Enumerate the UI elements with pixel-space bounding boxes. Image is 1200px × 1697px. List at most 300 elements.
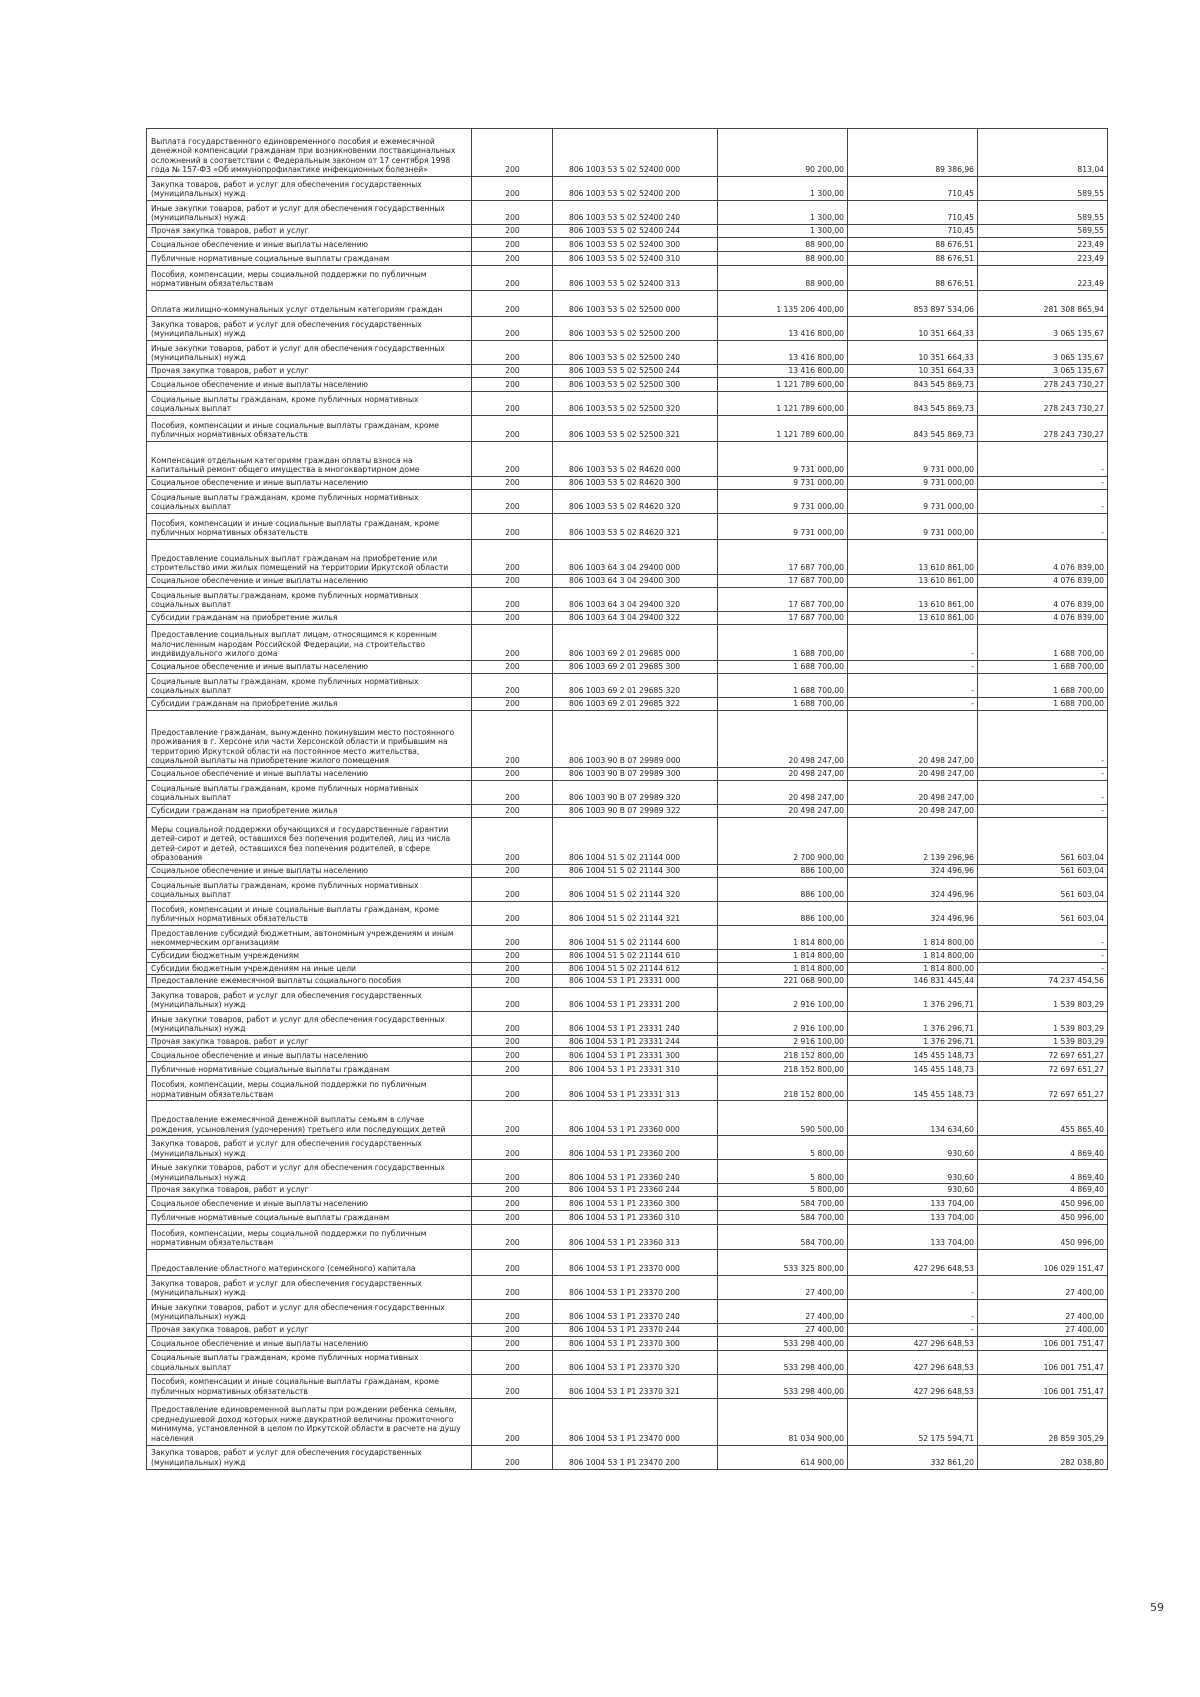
row-code-cell: 200 — [472, 514, 553, 540]
row-executed-cell: 20 498 247,00 — [848, 805, 978, 818]
row-unexecuted-cell: 450 996,00 — [978, 1196, 1108, 1210]
row-executed-cell: 10 351 664,33 — [848, 341, 978, 365]
row-approved-cell: 1 688 700,00 — [718, 698, 848, 711]
row-name-cell: Закупка товаров, работ и услуг для обеспечения государственных (муниципальных) нужд — [147, 317, 472, 341]
row-code-cell: 200 — [472, 225, 553, 238]
row-kbk-cell: 806 1004 53 1 P1 23370 300 — [553, 1336, 718, 1350]
row-kbk-cell: 806 1003 64 3 04 29400 322 — [553, 612, 718, 625]
row-executed-cell: 710,45 — [848, 201, 978, 225]
row-unexecuted-cell: 4 076 839,00 — [978, 612, 1108, 625]
row-executed-cell: 145 455 148,73 — [848, 1076, 978, 1101]
table-row — [147, 1160, 1108, 1184]
row-name-cell: Закупка товаров, работ и услуг для обеспечения государственных (муниципальных) нужд — [147, 1275, 472, 1299]
table-row — [147, 238, 1108, 252]
row-unexecuted-cell: 72 697 651,27 — [978, 1062, 1108, 1076]
row-name-cell: Субсидии гражданам на приобретение жилья — [147, 698, 472, 711]
table-row — [147, 1035, 1108, 1048]
row-kbk-cell: 806 1004 51 5 02 21144 300 — [553, 865, 718, 878]
table-row — [147, 540, 1108, 575]
row-approved-cell: 1 814 800,00 — [718, 962, 848, 975]
row-unexecuted-cell: 106 029 151,47 — [978, 1249, 1108, 1275]
row-unexecuted-cell: 27 400,00 — [978, 1323, 1108, 1336]
table-row — [147, 625, 1108, 661]
table-row — [147, 588, 1108, 612]
row-approved-cell: 221 068 900,00 — [718, 975, 848, 988]
table-row — [147, 266, 1108, 291]
row-executed-cell: 930,60 — [848, 1184, 978, 1197]
row-approved-cell: 27 400,00 — [718, 1275, 848, 1299]
row-code-cell: 200 — [472, 1398, 553, 1445]
table-row — [147, 878, 1108, 902]
row-name-cell: Предоставление единовременной выплаты при рождении ребенка семьям, среднедушевой доход которых ниже двукратной величины прожиточного минимума, установленной в целом по Иркутской области в расчете на душу населения — [147, 1398, 472, 1445]
row-kbk-cell: 806 1004 53 1 P1 23360 000 — [553, 1101, 718, 1136]
row-approved-cell: 5 800,00 — [718, 1136, 848, 1160]
row-kbk-cell: 806 1004 53 1 P1 23360 244 — [553, 1184, 718, 1197]
row-kbk-cell: 806 1003 53 5 02 52500 300 — [553, 378, 718, 392]
row-unexecuted-cell: 27 400,00 — [978, 1299, 1108, 1323]
row-executed-cell: 1 376 296,71 — [848, 987, 978, 1011]
table-row — [147, 661, 1108, 674]
row-approved-cell: 1 814 800,00 — [718, 926, 848, 950]
row-kbk-cell: 806 1004 53 1 P1 23370 200 — [553, 1275, 718, 1299]
row-executed-cell: 843 545 869,73 — [848, 392, 978, 416]
row-executed-cell: 332 861,20 — [848, 1445, 978, 1469]
row-executed-cell: 52 175 594,71 — [848, 1398, 978, 1445]
row-unexecuted-cell: 561 603,04 — [978, 818, 1108, 865]
row-executed-cell: 9 731 000,00 — [848, 442, 978, 477]
row-unexecuted-cell: - — [978, 514, 1108, 540]
row-code-cell: 200 — [472, 865, 553, 878]
row-approved-cell: 614 900,00 — [718, 1445, 848, 1469]
row-kbk-cell: 806 1003 90 В 07 29989 300 — [553, 768, 718, 781]
table-row — [147, 805, 1108, 818]
row-code-cell: 200 — [472, 1336, 553, 1350]
row-kbk-cell: 806 1003 53 5 02 52500 240 — [553, 341, 718, 365]
table-row — [147, 768, 1108, 781]
row-approved-cell: 886 100,00 — [718, 878, 848, 902]
row-executed-cell: 427 296 648,53 — [848, 1249, 978, 1275]
row-approved-cell: 13 416 800,00 — [718, 317, 848, 341]
row-kbk-cell: 806 1003 69 2 01 29685 320 — [553, 674, 718, 698]
table-row — [147, 1101, 1108, 1136]
row-approved-cell: 17 687 700,00 — [718, 540, 848, 575]
row-kbk-cell: 806 1004 53 1 P1 23331 240 — [553, 1011, 718, 1035]
row-name-cell: Социальное обеспечение и иные выплаты населению — [147, 768, 472, 781]
row-name-cell: Публичные нормативные социальные выплаты гражданам — [147, 252, 472, 266]
row-unexecuted-cell: - — [978, 781, 1108, 805]
row-code-cell: 200 — [472, 950, 553, 963]
row-name-cell: Предоставление субсидий бюджетным, автономным учреждениям и иным некоммерческим организациям — [147, 926, 472, 950]
row-unexecuted-cell: 1 539 803,29 — [978, 987, 1108, 1011]
row-executed-cell: 324 496,96 — [848, 865, 978, 878]
row-approved-cell: 1 135 206 400,00 — [718, 291, 848, 317]
row-code-cell: 200 — [472, 1184, 553, 1197]
row-executed-cell: 427 296 648,53 — [848, 1350, 978, 1374]
row-unexecuted-cell: 4 076 839,00 — [978, 540, 1108, 575]
table-row — [147, 378, 1108, 392]
row-executed-cell: 843 545 869,73 — [848, 378, 978, 392]
table-row — [147, 1184, 1108, 1197]
row-name-cell: Иные закупки товаров, работ и услуг для обеспечения государственных (муниципальных) нужд — [147, 1160, 472, 1184]
row-code-cell: 200 — [472, 1011, 553, 1035]
row-approved-cell: 13 416 800,00 — [718, 341, 848, 365]
table-row — [147, 1323, 1108, 1336]
row-approved-cell: 20 498 247,00 — [718, 805, 848, 818]
row-approved-cell: 218 152 800,00 — [718, 1076, 848, 1101]
row-code-cell: 200 — [472, 238, 553, 252]
row-kbk-cell: 806 1004 51 5 02 21144 612 — [553, 962, 718, 975]
row-executed-cell: 88 676,51 — [848, 252, 978, 266]
row-approved-cell: 584 700,00 — [718, 1210, 848, 1224]
row-name-cell: Публичные нормативные социальные выплаты гражданам — [147, 1062, 472, 1076]
row-name-cell: Субсидии гражданам на приобретение жилья — [147, 805, 472, 818]
row-name-cell: Закупка товаров, работ и услуг для обеспечения государственных (муниципальных) нужд — [147, 1445, 472, 1469]
table-row — [147, 416, 1108, 442]
table-row — [147, 1224, 1108, 1249]
row-approved-cell: 13 416 800,00 — [718, 365, 848, 378]
table-row — [147, 1048, 1108, 1062]
row-kbk-cell: 806 1004 53 1 P1 23370 240 — [553, 1299, 718, 1323]
row-unexecuted-cell: - — [978, 442, 1108, 477]
row-kbk-cell: 806 1004 53 1 P1 23360 240 — [553, 1160, 718, 1184]
row-kbk-cell: 806 1003 53 5 02 52400 240 — [553, 201, 718, 225]
row-kbk-cell: 806 1004 53 1 P1 23360 200 — [553, 1136, 718, 1160]
row-code-cell: 200 — [472, 987, 553, 1011]
row-approved-cell: 20 498 247,00 — [718, 781, 848, 805]
table-row — [147, 987, 1108, 1011]
table-row — [147, 1350, 1108, 1374]
row-name-cell: Закупка товаров, работ и услуг для обеспечения государственных (муниципальных) нужд — [147, 987, 472, 1011]
row-name-cell: Прочая закупка товаров, работ и услуг — [147, 1035, 472, 1048]
table-row — [147, 291, 1108, 317]
row-code-cell: 200 — [472, 711, 553, 768]
row-approved-cell: 2 916 100,00 — [718, 987, 848, 1011]
row-approved-cell: 1 688 700,00 — [718, 625, 848, 661]
row-executed-cell: 9 731 000,00 — [848, 490, 978, 514]
row-name-cell: Социальное обеспечение и иные выплаты населению — [147, 575, 472, 588]
row-code-cell: 200 — [472, 317, 553, 341]
row-kbk-cell: 806 1003 53 5 02 52500 320 — [553, 392, 718, 416]
row-kbk-cell: 806 1003 53 5 02 52500 000 — [553, 291, 718, 317]
row-kbk-cell: 806 1003 53 5 02 R4620 300 — [553, 477, 718, 490]
row-name-cell: Публичные нормативные социальные выплаты гражданам — [147, 1210, 472, 1224]
row-kbk-cell: 806 1003 53 5 02 52500 244 — [553, 365, 718, 378]
row-executed-cell: 134 634,60 — [848, 1101, 978, 1136]
row-kbk-cell: 806 1004 53 1 P1 23470 000 — [553, 1398, 718, 1445]
table-row — [147, 1076, 1108, 1101]
row-executed-cell: - — [848, 674, 978, 698]
table-row — [147, 201, 1108, 225]
row-executed-cell: 843 545 869,73 — [848, 416, 978, 442]
row-approved-cell: 2 700 900,00 — [718, 818, 848, 865]
row-kbk-cell: 806 1004 53 1 P1 23331 313 — [553, 1076, 718, 1101]
row-approved-cell: 2 916 100,00 — [718, 1011, 848, 1035]
row-executed-cell: 20 498 247,00 — [848, 781, 978, 805]
row-code-cell: 200 — [472, 1062, 553, 1076]
row-name-cell: Социальное обеспечение и иные выплаты населению — [147, 238, 472, 252]
row-unexecuted-cell: 589,55 — [978, 177, 1108, 201]
row-name-cell: Иные закупки товаров, работ и услуг для обеспечения государственных (муниципальных) нужд — [147, 341, 472, 365]
row-unexecuted-cell: - — [978, 477, 1108, 490]
row-code-cell: 200 — [472, 625, 553, 661]
row-kbk-cell: 806 1003 53 5 02 R4620 320 — [553, 490, 718, 514]
table-row — [147, 317, 1108, 341]
table-row — [147, 674, 1108, 698]
table-row — [147, 177, 1108, 201]
row-unexecuted-cell: 106 001 751,47 — [978, 1350, 1108, 1374]
row-code-cell: 200 — [472, 1136, 553, 1160]
row-unexecuted-cell: 1 688 700,00 — [978, 674, 1108, 698]
row-code-cell: 200 — [472, 416, 553, 442]
row-code-cell: 200 — [472, 477, 553, 490]
row-kbk-cell: 806 1004 53 1 P1 23370 320 — [553, 1350, 718, 1374]
row-executed-cell: 20 498 247,00 — [848, 768, 978, 781]
row-unexecuted-cell: 1 688 700,00 — [978, 625, 1108, 661]
row-approved-cell: 20 498 247,00 — [718, 711, 848, 768]
row-name-cell: Иные закупки товаров, работ и услуг для обеспечения государственных (муниципальных) нужд — [147, 201, 472, 225]
row-approved-cell: 81 034 900,00 — [718, 1398, 848, 1445]
row-code-cell: 200 — [472, 1048, 553, 1062]
row-unexecuted-cell: - — [978, 711, 1108, 768]
row-code-cell: 200 — [472, 341, 553, 365]
row-code-cell: 200 — [472, 129, 553, 177]
row-code-cell: 200 — [472, 1076, 553, 1101]
row-executed-cell: 710,45 — [848, 177, 978, 201]
row-kbk-cell: 806 1003 69 2 01 29685 322 — [553, 698, 718, 711]
table-row — [147, 225, 1108, 238]
row-kbk-cell: 806 1003 69 2 01 29685 000 — [553, 625, 718, 661]
row-executed-cell: 20 498 247,00 — [848, 711, 978, 768]
row-name-cell: Предоставление социальных выплат лицам, относящимся к коренным малочисленным народам Российской Федерации, на строительство индивидуального жилого дома — [147, 625, 472, 661]
row-name-cell: Пособия, компенсации и иные социальные выплаты гражданам, кроме публичных нормативных обязательств — [147, 902, 472, 926]
row-unexecuted-cell: 27 400,00 — [978, 1275, 1108, 1299]
row-unexecuted-cell: 278 243 730,27 — [978, 416, 1108, 442]
row-kbk-cell: 806 1003 53 5 02 52400 313 — [553, 266, 718, 291]
row-unexecuted-cell: 281 308 865,94 — [978, 291, 1108, 317]
row-approved-cell: 9 731 000,00 — [718, 442, 848, 477]
table-row — [147, 1011, 1108, 1035]
row-name-cell: Социальное обеспечение и иные выплаты населению — [147, 865, 472, 878]
row-approved-cell: 9 731 000,00 — [718, 477, 848, 490]
row-name-cell: Социальное обеспечение и иные выплаты населению — [147, 1196, 472, 1210]
row-approved-cell: 5 800,00 — [718, 1184, 848, 1197]
row-unexecuted-cell: 278 243 730,27 — [978, 378, 1108, 392]
budget-execution-table — [146, 128, 1108, 1470]
row-executed-cell: - — [848, 698, 978, 711]
row-unexecuted-cell: 4 869,40 — [978, 1136, 1108, 1160]
row-code-cell: 200 — [472, 252, 553, 266]
row-code-cell: 200 — [472, 392, 553, 416]
table-row — [147, 612, 1108, 625]
row-executed-cell: 145 455 148,73 — [848, 1048, 978, 1062]
row-kbk-cell: 806 1004 53 1 P1 23360 313 — [553, 1224, 718, 1249]
row-name-cell: Пособия, компенсации, меры социальной поддержки по публичным нормативным обязательствам — [147, 1224, 472, 1249]
row-kbk-cell: 806 1004 53 1 P1 23360 310 — [553, 1210, 718, 1224]
row-executed-cell: 146 831 445,44 — [848, 975, 978, 988]
row-executed-cell: - — [848, 661, 978, 674]
row-unexecuted-cell: 4 869,40 — [978, 1184, 1108, 1197]
row-approved-cell: 533 325 800,00 — [718, 1249, 848, 1275]
row-name-cell: Социальные выплаты гражданам, кроме публичных нормативных социальных выплат — [147, 490, 472, 514]
row-name-cell: Прочая закупка товаров, работ и услуг — [147, 1184, 472, 1197]
row-name-cell: Пособия, компенсации и иные социальные выплаты гражданам, кроме публичных нормативных обязательств — [147, 1374, 472, 1398]
table-row — [147, 962, 1108, 975]
row-code-cell: 200 — [472, 661, 553, 674]
table-row — [147, 1374, 1108, 1398]
row-name-cell: Иные закупки товаров, работ и услуг для обеспечения государственных (муниципальных) нужд — [147, 1299, 472, 1323]
row-kbk-cell: 806 1003 90 В 07 29989 322 — [553, 805, 718, 818]
table-row — [147, 818, 1108, 865]
row-approved-cell: 88 900,00 — [718, 252, 848, 266]
table-row — [147, 781, 1108, 805]
row-code-cell: 200 — [472, 818, 553, 865]
row-executed-cell: 133 704,00 — [848, 1224, 978, 1249]
row-executed-cell: 89 386,96 — [848, 129, 978, 177]
row-approved-cell: 9 731 000,00 — [718, 514, 848, 540]
row-kbk-cell: 806 1003 53 5 02 52400 200 — [553, 177, 718, 201]
row-kbk-cell: 806 1003 64 3 04 29400 320 — [553, 588, 718, 612]
row-code-cell: 200 — [472, 878, 553, 902]
row-executed-cell: 1 376 296,71 — [848, 1035, 978, 1048]
row-kbk-cell: 806 1004 53 1 P1 23331 000 — [553, 975, 718, 988]
row-code-cell: 200 — [472, 768, 553, 781]
row-name-cell: Субсидии бюджетным учреждениям на иные цели — [147, 962, 472, 975]
table-row — [147, 865, 1108, 878]
row-unexecuted-cell: 561 603,04 — [978, 902, 1108, 926]
row-approved-cell: 17 687 700,00 — [718, 588, 848, 612]
row-unexecuted-cell: 455 865,40 — [978, 1101, 1108, 1136]
row-name-cell: Прочая закупка товаров, работ и услуг — [147, 365, 472, 378]
row-unexecuted-cell: 589,55 — [978, 201, 1108, 225]
row-approved-cell: 17 687 700,00 — [718, 575, 848, 588]
table-row — [147, 129, 1108, 177]
row-kbk-cell: 806 1003 64 3 04 29400 300 — [553, 575, 718, 588]
row-executed-cell: 9 731 000,00 — [848, 477, 978, 490]
row-code-cell: 200 — [472, 1275, 553, 1299]
table-row — [147, 365, 1108, 378]
row-executed-cell: 324 496,96 — [848, 902, 978, 926]
row-unexecuted-cell: 278 243 730,27 — [978, 392, 1108, 416]
row-name-cell: Меры социальной поддержки обучающихся и государственные гарантии детей-сирот и детей, оставшихся без попечения родителей, лиц из числа детей-сирот и детей, оставшихся без попечения родителей, в сфере образования — [147, 818, 472, 865]
row-executed-cell: 930,60 — [848, 1136, 978, 1160]
row-code-cell: 200 — [472, 291, 553, 317]
row-kbk-cell: 806 1003 53 5 02 R4620 000 — [553, 442, 718, 477]
row-executed-cell: 2 139 296,96 — [848, 818, 978, 865]
row-unexecuted-cell: 561 603,04 — [978, 878, 1108, 902]
row-unexecuted-cell: 106 001 751,47 — [978, 1374, 1108, 1398]
row-code-cell: 200 — [472, 805, 553, 818]
row-name-cell: Закупка товаров, работ и услуг для обеспечения государственных (муниципальных) нужд — [147, 177, 472, 201]
row-kbk-cell: 806 1003 69 2 01 29685 300 — [553, 661, 718, 674]
row-kbk-cell: 806 1004 53 1 P1 23331 310 — [553, 1062, 718, 1076]
row-executed-cell: 1 814 800,00 — [848, 926, 978, 950]
row-code-cell: 200 — [472, 378, 553, 392]
table-row — [147, 698, 1108, 711]
row-kbk-cell: 806 1004 53 1 P1 23331 300 — [553, 1048, 718, 1062]
row-code-cell: 200 — [472, 1299, 553, 1323]
row-executed-cell: 13 610 861,00 — [848, 588, 978, 612]
row-executed-cell: 324 496,96 — [848, 878, 978, 902]
row-unexecuted-cell: 3 065 135,67 — [978, 341, 1108, 365]
row-unexecuted-cell: 4 076 839,00 — [978, 575, 1108, 588]
table-row — [147, 1336, 1108, 1350]
row-approved-cell: 20 498 247,00 — [718, 768, 848, 781]
row-approved-cell: 1 300,00 — [718, 201, 848, 225]
row-unexecuted-cell: 4 076 839,00 — [978, 588, 1108, 612]
table-row — [147, 975, 1108, 988]
row-unexecuted-cell: - — [978, 768, 1108, 781]
row-kbk-cell: 806 1004 53 1 P1 23470 200 — [553, 1445, 718, 1469]
row-kbk-cell: 806 1003 53 5 02 52400 310 — [553, 252, 718, 266]
row-code-cell: 200 — [472, 1101, 553, 1136]
table-row — [147, 1136, 1108, 1160]
row-unexecuted-cell: 450 996,00 — [978, 1210, 1108, 1224]
row-approved-cell: 533 298 400,00 — [718, 1350, 848, 1374]
row-approved-cell: 584 700,00 — [718, 1196, 848, 1210]
row-kbk-cell: 806 1004 51 5 02 21144 610 — [553, 950, 718, 963]
row-executed-cell: - — [848, 1323, 978, 1336]
row-executed-cell: 88 676,51 — [848, 266, 978, 291]
row-executed-cell: 930,60 — [848, 1160, 978, 1184]
table-row — [147, 1299, 1108, 1323]
row-name-cell: Социальные выплаты гражданам, кроме публичных нормативных социальных выплат — [147, 1350, 472, 1374]
table-row — [147, 1249, 1108, 1275]
row-name-cell: Социальные выплаты гражданам, кроме публичных нормативных социальных выплат — [147, 781, 472, 805]
row-kbk-cell: 806 1003 53 5 02 R4620 321 — [553, 514, 718, 540]
table-row — [147, 1196, 1108, 1210]
row-executed-cell: 10 351 664,33 — [848, 365, 978, 378]
row-executed-cell: - — [848, 1299, 978, 1323]
row-approved-cell: 218 152 800,00 — [718, 1062, 848, 1076]
row-kbk-cell: 806 1004 53 1 P1 23331 200 — [553, 987, 718, 1011]
row-name-cell: Субсидии гражданам на приобретение жилья — [147, 612, 472, 625]
row-approved-cell: 27 400,00 — [718, 1299, 848, 1323]
row-name-cell: Пособия, компенсации, меры социальной поддержки по публичным нормативным обязательствам — [147, 266, 472, 291]
row-name-cell: Пособия, компенсации и иные социальные выплаты гражданам, кроме публичных нормативных обязательств — [147, 514, 472, 540]
row-name-cell: Предоставление ежемесячной денежной выплаты семьям в случае рождения, усыновления (удочерения) третьего или последующих детей — [147, 1101, 472, 1136]
row-code-cell: 200 — [472, 365, 553, 378]
row-unexecuted-cell: - — [978, 950, 1108, 963]
row-unexecuted-cell: 1 688 700,00 — [978, 698, 1108, 711]
row-approved-cell: 218 152 800,00 — [718, 1048, 848, 1062]
row-name-cell: Предоставление гражданам, вынужденно покинувшим место постоянного проживания в г. Херсоне или части Херсонской области и прибывшим на территорию Иркутской области на постоянное место жительства, социальной выплаты на приобретение жилого помещения — [147, 711, 472, 768]
row-name-cell: Социальные выплаты гражданам, кроме публичных нормативных социальных выплат — [147, 674, 472, 698]
row-kbk-cell: 806 1003 53 5 02 52400 244 — [553, 225, 718, 238]
row-kbk-cell: 806 1004 53 1 P1 23331 244 — [553, 1035, 718, 1048]
row-unexecuted-cell: 282 038,80 — [978, 1445, 1108, 1469]
row-approved-cell: 17 687 700,00 — [718, 612, 848, 625]
row-name-cell: Предоставление ежемесячной выплаты социального пособия — [147, 975, 472, 988]
row-unexecuted-cell: 106 001 751,47 — [978, 1336, 1108, 1350]
row-approved-cell: 1 300,00 — [718, 225, 848, 238]
row-unexecuted-cell: 1 539 803,29 — [978, 1035, 1108, 1048]
row-name-cell: Социальное обеспечение и иные выплаты населению — [147, 1048, 472, 1062]
row-unexecuted-cell: 589,55 — [978, 225, 1108, 238]
row-approved-cell: 9 731 000,00 — [718, 490, 848, 514]
row-kbk-cell: 806 1004 53 1 P1 23370 244 — [553, 1323, 718, 1336]
row-name-cell: Социальные выплаты гражданам, кроме публичных нормативных социальных выплат — [147, 878, 472, 902]
row-unexecuted-cell: 1 688 700,00 — [978, 661, 1108, 674]
row-kbk-cell: 806 1003 53 5 02 52500 321 — [553, 416, 718, 442]
row-code-cell: 200 — [472, 588, 553, 612]
row-code-cell: 200 — [472, 266, 553, 291]
table-row — [147, 392, 1108, 416]
row-unexecuted-cell: 223,49 — [978, 266, 1108, 291]
row-approved-cell: 88 900,00 — [718, 238, 848, 252]
table-row — [147, 341, 1108, 365]
row-executed-cell: - — [848, 1275, 978, 1299]
row-kbk-cell: 806 1004 51 5 02 21144 600 — [553, 926, 718, 950]
